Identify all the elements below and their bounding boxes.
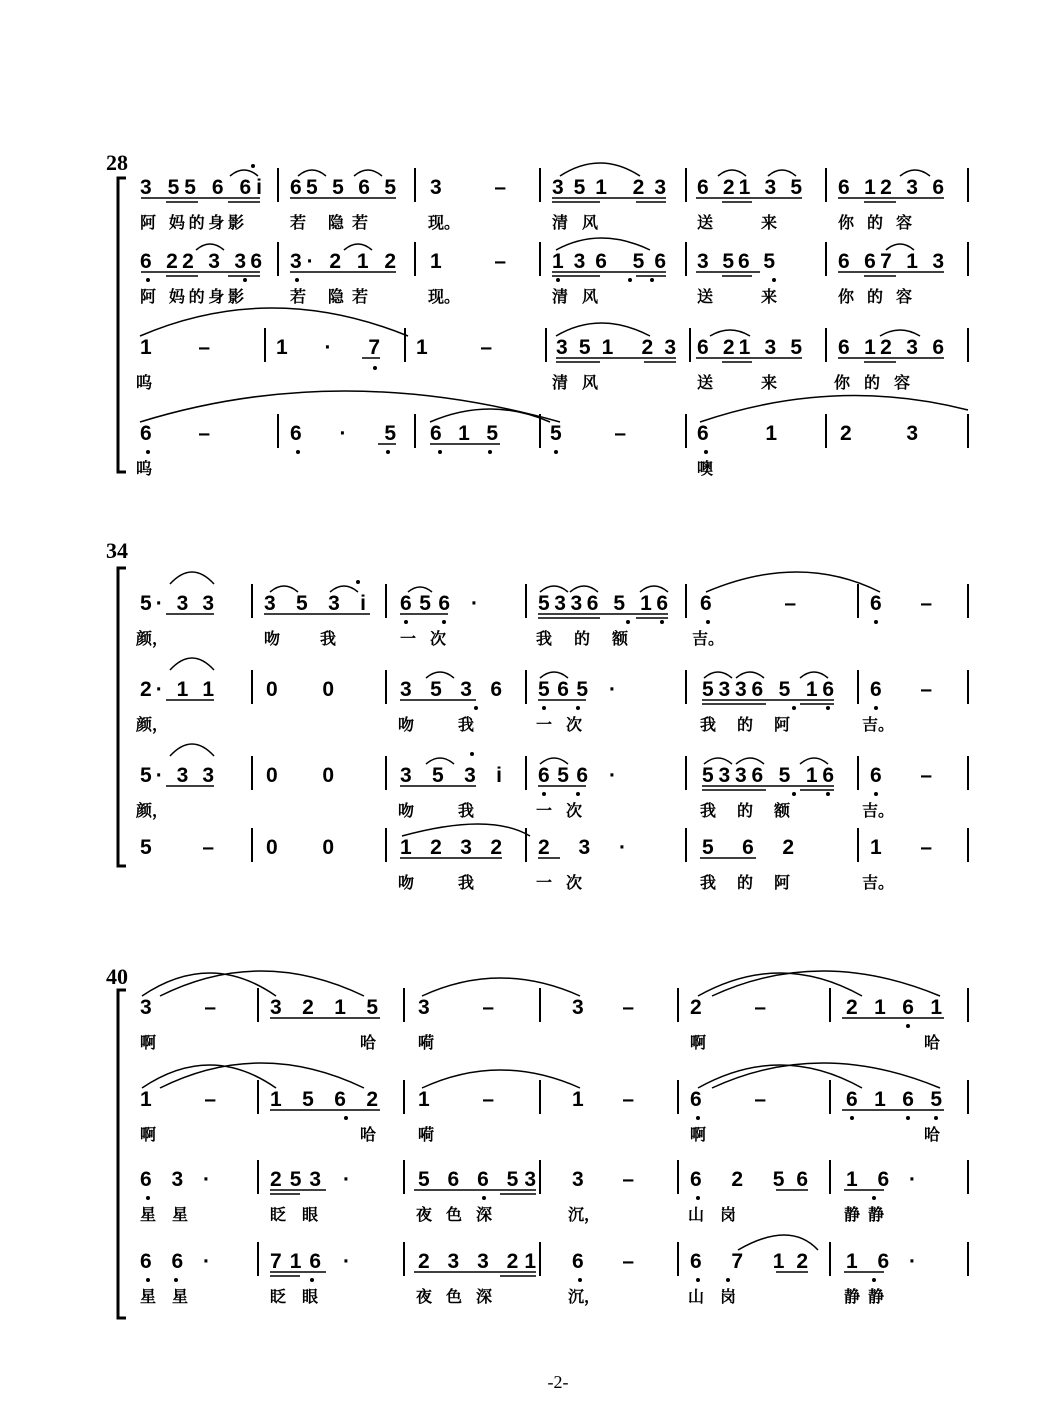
lyric-row: 哈 xyxy=(360,1125,377,1144)
lyric-row: 清 风 xyxy=(552,373,598,392)
lyric-row: 吻 我 xyxy=(398,873,474,892)
note-row: 3 5 3 i xyxy=(400,764,502,787)
notes xyxy=(140,996,942,1273)
note-row: 6 12 3 6 xyxy=(838,176,944,199)
note-row: 3 5 3 i xyxy=(264,592,366,615)
note-row: 2 3 · xyxy=(538,836,626,859)
lyric-row: 静 静 xyxy=(844,1205,884,1224)
lyric-row: 呜 xyxy=(136,459,153,478)
note-row: 3 – xyxy=(430,176,506,199)
note-row: 3 56 5 xyxy=(697,250,775,273)
lyric-row: 沉， xyxy=(568,1287,601,1306)
note-row: 6 – xyxy=(140,422,210,445)
note-row: 1 5 6 2 xyxy=(270,1088,378,1111)
lyric-row: 颜， xyxy=(136,715,169,734)
lyric-row: 吻 我 xyxy=(264,629,336,648)
system-2 xyxy=(106,538,968,892)
note-row: 6 1 xyxy=(697,422,777,445)
note-row: 253 · xyxy=(270,1168,350,1191)
note-row: 1 – xyxy=(430,250,506,273)
note-row: 6 6 · xyxy=(140,1250,210,1273)
lyric-row: 山 岗 xyxy=(688,1287,736,1306)
lyric-row: 若 隐若 xyxy=(290,213,368,232)
lyric-row: 阿 妈的身影 xyxy=(140,287,244,306)
beams xyxy=(166,614,834,858)
lyric-row: 星 星 xyxy=(140,1287,188,1306)
lyric-row: 夜 色 深 xyxy=(416,1205,492,1224)
lyric-row: 眨 眼 xyxy=(270,1287,318,1306)
note-row: 3 – xyxy=(572,1168,634,1191)
lyric-row: 吉。 xyxy=(862,801,895,820)
lyric-row: 你 的 容 xyxy=(838,213,912,232)
lyric-row: 沉， xyxy=(568,1205,601,1224)
note-row: 716 · xyxy=(270,1250,350,1273)
note-row: 6 7 12 xyxy=(690,1250,808,1273)
lyric-row: 若 隐若 xyxy=(290,287,368,306)
lyric-row: 山 岗 xyxy=(688,1205,736,1224)
note-row: 65 5 6 5 xyxy=(290,176,396,199)
lyric-row: 我 的 阿 xyxy=(700,873,790,892)
note-row: 5· 3 3 xyxy=(140,592,214,615)
note-row: 2 3 3 21 xyxy=(418,1250,536,1273)
lyric-row: 吉。 xyxy=(692,629,725,648)
lyric-row: 我 的 额 xyxy=(700,801,790,820)
note-row: 5 6 2 xyxy=(702,836,794,859)
note-row: 2 3 xyxy=(840,422,918,445)
note-row: 6 – xyxy=(870,678,932,701)
lyric-row: 送 来 xyxy=(697,373,777,392)
lyric-row: 我 的 阿 xyxy=(700,715,790,734)
notes xyxy=(140,176,944,445)
lyric-row: 颜， xyxy=(136,629,169,648)
note-row: 1 – xyxy=(572,1088,634,1111)
note-row: 5 – xyxy=(550,422,626,445)
lyric-row: 我 的 额 xyxy=(536,629,628,648)
lyric-row: 哈 xyxy=(360,1033,377,1052)
note-row: 656 · xyxy=(400,592,478,615)
system-bracket xyxy=(118,568,126,866)
note-row: 3 – xyxy=(572,996,634,1019)
note-row: 1 – xyxy=(140,1088,216,1111)
measure-number: 28 xyxy=(106,150,128,175)
lyric-row: 嗬 xyxy=(418,1033,435,1052)
lyric-row: 哈 xyxy=(924,1125,941,1144)
lyric-row: 清 风 xyxy=(552,213,598,232)
lyric-row: 静 静 xyxy=(844,1287,884,1306)
measure-number: 40 xyxy=(106,964,128,989)
lyric-row: 一 次 xyxy=(536,801,582,820)
lyric-row: 清 风 xyxy=(552,287,598,306)
note-row: 6 1 5 xyxy=(430,422,498,445)
system-3 xyxy=(106,964,968,1318)
note-row: 5· 3 3 xyxy=(140,764,214,787)
note-row: 6 2 56 xyxy=(690,1168,808,1191)
lyric-row: 现。 xyxy=(428,287,461,306)
lyric-row: 呜 xyxy=(136,373,153,392)
lyrics xyxy=(135,629,894,892)
note-row: 351 23 xyxy=(552,176,666,199)
measure-number: 34 xyxy=(106,538,128,563)
note-row: 2· 1 1 xyxy=(140,678,214,701)
note-row: 1 – xyxy=(418,1088,494,1111)
lyric-row: 颜， xyxy=(136,801,169,820)
note-row: 3 2 1 5 xyxy=(270,996,378,1019)
lyric-row: 你 的 容 xyxy=(834,373,910,392)
lyric-row: 吉。 xyxy=(862,715,895,734)
note-row: 0 0 xyxy=(266,764,334,787)
note-row: 1 6 · xyxy=(846,1250,916,1273)
note-row: 2 – xyxy=(690,996,766,1019)
lyric-row: 送 来 xyxy=(697,213,777,232)
note-row: 6 · 5 xyxy=(290,422,396,445)
note-row: 3 55 6 6i xyxy=(140,176,262,199)
note-row: 6 21 3 5 xyxy=(697,336,802,359)
lyric-row: 噢 xyxy=(697,459,714,478)
note-row: 6 – xyxy=(870,592,932,615)
lyric-row: 哈 xyxy=(924,1033,941,1052)
lyric-row: 阿 妈的身影 xyxy=(140,213,244,232)
lyric-row: 啊 xyxy=(690,1125,707,1144)
note-row: 1 · 7 xyxy=(276,336,380,359)
note-row: 6 – xyxy=(572,1250,634,1273)
lyric-row: 夜 色 深 xyxy=(416,1287,492,1306)
lyric-row: 一 次 xyxy=(400,629,446,648)
lyric-row: 啊 xyxy=(140,1125,157,1144)
note-row: 1 2 3 2 xyxy=(400,836,502,859)
note-row: 5336 5 16 xyxy=(702,678,834,701)
beams xyxy=(141,198,944,444)
note-row: 6 – xyxy=(700,592,796,615)
lyric-row: 眨 眼 xyxy=(270,1205,318,1224)
page-number: -2- xyxy=(547,1372,569,1392)
note-row: 136 56 xyxy=(552,250,666,273)
note-row: 6 12 3 6 xyxy=(838,336,944,359)
note-row: 351 23 xyxy=(556,336,676,359)
lyric-row: 星 星 xyxy=(140,1205,188,1224)
note-row: 3· 2 1 2 xyxy=(290,250,396,273)
note-row: 6 21 3 5 xyxy=(697,176,802,199)
system-1 xyxy=(106,150,968,478)
note-row: 3 – xyxy=(140,996,216,1019)
lyric-row: 你 的 容 xyxy=(838,287,912,306)
note-row: 3 5 3 6 xyxy=(400,678,502,701)
beams xyxy=(270,1018,944,1276)
note-row: 6 67 1 3 xyxy=(838,250,944,273)
note-row: 3 – xyxy=(418,996,494,1019)
note-row: 6 – xyxy=(870,764,932,787)
note-row: 565 · xyxy=(538,678,616,701)
note-row: 0 0 xyxy=(266,678,334,701)
note-row: 1 – xyxy=(416,336,492,359)
lyric-row: 送 来 xyxy=(697,287,777,306)
barlines xyxy=(265,168,968,448)
note-row: 2 1 6 1 xyxy=(846,996,942,1019)
lyric-row: 啊 xyxy=(140,1033,157,1052)
lyric-row: 吉。 xyxy=(862,873,895,892)
note-row: 1 6 · xyxy=(846,1168,916,1191)
note-row: 6 3 · xyxy=(140,1168,210,1191)
lyric-row: 现。 xyxy=(428,213,461,232)
note-row: 1 – xyxy=(870,836,932,859)
note-row: 5 – xyxy=(140,836,214,859)
note-row: 6 22 3 36 xyxy=(140,250,262,273)
lyric-row: 一 次 xyxy=(536,873,582,892)
system-bracket xyxy=(118,990,126,1318)
note-row: 5 6 6 53 xyxy=(418,1168,536,1191)
system-bracket xyxy=(118,178,126,472)
lyric-row: 啊 xyxy=(690,1033,707,1052)
lyric-row: 嗬 xyxy=(418,1125,435,1144)
lyric-row: 一 次 xyxy=(536,715,582,734)
note-row: 656 · xyxy=(538,764,616,787)
note-row: 6 1 6 5 xyxy=(846,1088,942,1111)
note-row: 0 0 xyxy=(266,836,334,859)
note-row: 5336 5 16 xyxy=(538,592,668,615)
lyric-row: 吻 我 xyxy=(398,715,474,734)
lyric-row: 吻 我 xyxy=(398,801,474,820)
note-row: 6 – xyxy=(690,1088,766,1111)
note-row: 1 – xyxy=(140,336,210,359)
note-row: 5336 5 16 xyxy=(702,764,834,787)
barlines xyxy=(252,584,968,862)
